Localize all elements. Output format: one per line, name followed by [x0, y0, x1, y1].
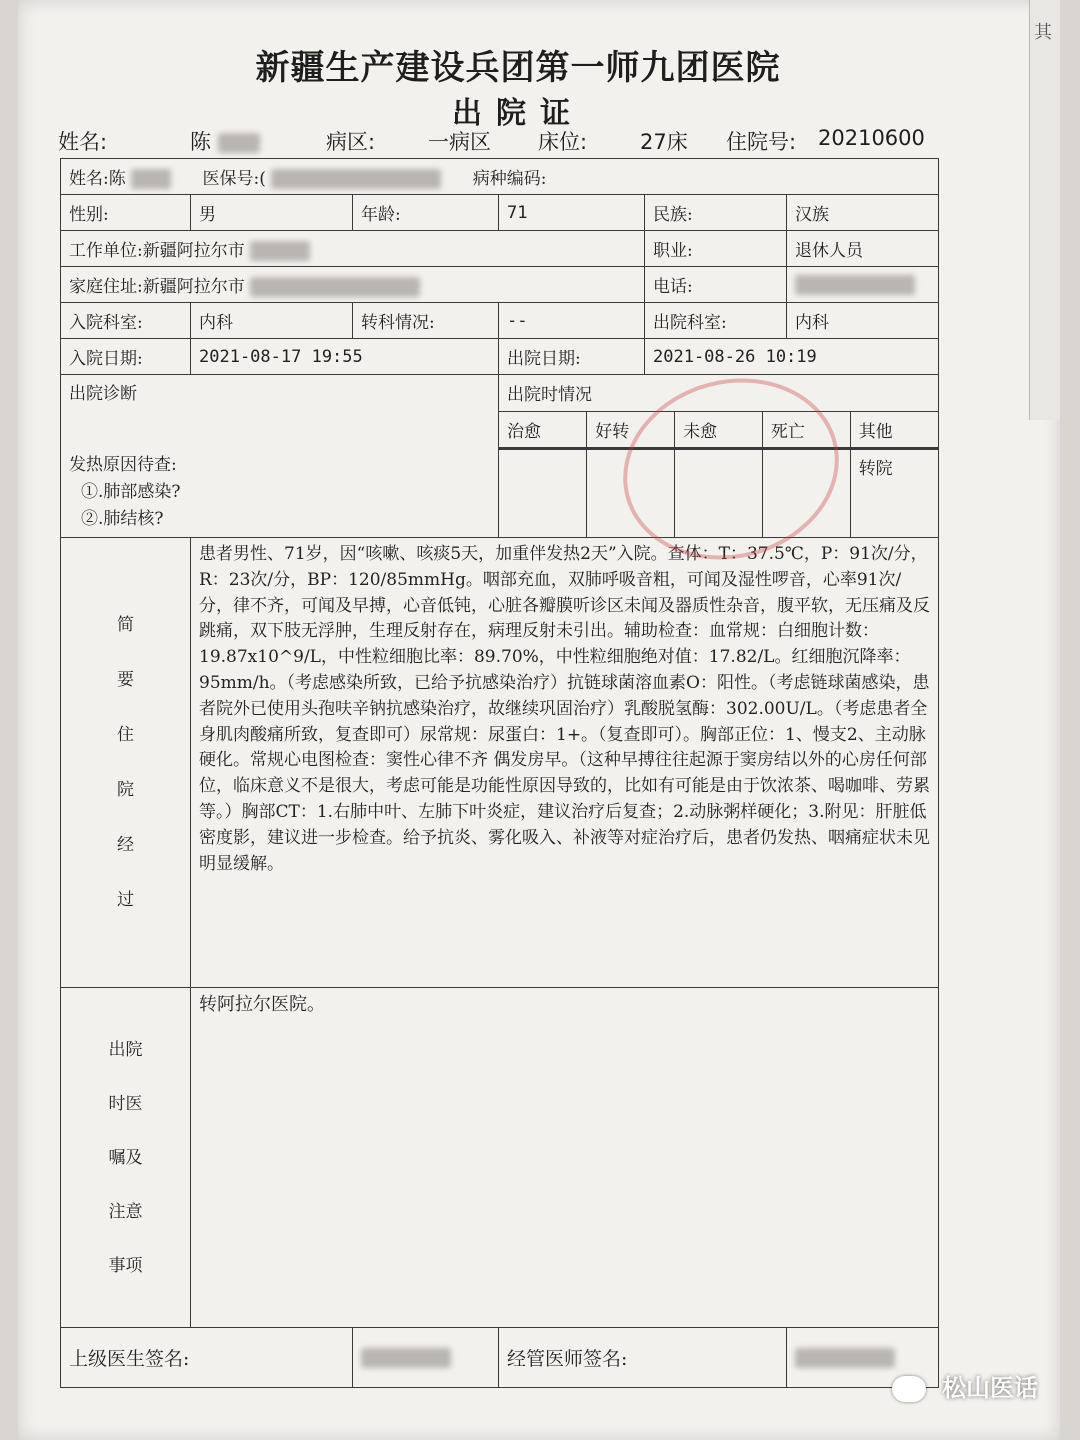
- outcome-label: 出院时情况: [499, 375, 939, 411]
- diagnosis-line-1: 发热原因待查:: [69, 455, 177, 475]
- work-cell: [61, 231, 645, 267]
- outcome-died: 死亡: [762, 411, 850, 447]
- redacted-block: [131, 169, 171, 189]
- header-bed-value: 27床: [640, 130, 688, 154]
- discharge-form-table: [60, 158, 939, 1388]
- form-row-departments: [61, 303, 939, 339]
- work-label: 工作单位:新疆阿拉尔市: [69, 240, 245, 261]
- edge-text: 其: [1034, 22, 1052, 43]
- redacted-block: [218, 133, 260, 153]
- phone-value: [787, 267, 939, 303]
- header-name-text: 陈: [190, 130, 211, 154]
- hospital-title: 新疆生产建设兵团第一师九团医院: [255, 48, 781, 88]
- diagnosis-line-3: ②.肺结核?: [81, 509, 164, 529]
- diagnosis-label: 出院诊断: [69, 384, 137, 404]
- in-date-value: 2021-08-17 19:55: [191, 339, 499, 375]
- outcome-other-value: 转院: [850, 449, 938, 537]
- redacted-block: [250, 277, 420, 297]
- advice-label: [61, 988, 191, 1328]
- outcome-not-cured: 未愈: [675, 411, 763, 447]
- form-row-course: [61, 538, 939, 988]
- address-label: 家庭住址:新疆阿拉尔市: [69, 276, 245, 297]
- in-date-label: 入院日期:: [61, 339, 191, 375]
- address-cell: [61, 267, 645, 303]
- ethnicity-value: 汉族: [787, 195, 939, 231]
- job-label: 职业:: [645, 231, 787, 267]
- adjacent-page-edge: [1029, 0, 1060, 420]
- advice-label-line: 注意: [108, 1201, 143, 1222]
- senior-signature-label: 上级医生签名:: [61, 1328, 353, 1388]
- form-row-demographics: [61, 195, 939, 231]
- transfer-value: --: [499, 303, 645, 339]
- gender-label: 性别:: [61, 195, 191, 231]
- redacted-block: [271, 169, 441, 189]
- gender-value: 男: [191, 195, 353, 231]
- header-name-label: 姓名:: [58, 130, 108, 154]
- phone-label: 电话:: [645, 267, 787, 303]
- header-admission-value: 20210600: [818, 126, 925, 150]
- header-bed-label: 床位:: [538, 130, 588, 154]
- watermark-text: 松山医话: [942, 1374, 1038, 1402]
- header-admission-label: 住院号:: [726, 130, 797, 154]
- course-char: 简: [117, 614, 134, 635]
- transfer-label: 转科情况:: [353, 303, 499, 339]
- course-narrative: 患者男性、71岁，因“咳嗽、咳痰5天，加重伴发热2天”入院。查体：T：37.5℃，P：91次/分，R：23次/分，BP：120/85mmHg。咽部充血，双肺呼吸音粗，可闻及湿性啰音，心率91次/分，律不齐，可闻及早搏，心音低钝，心脏各瓣膜听诊区未闻及器质性杂音，腹平软，无压痛及反跳痛，双下肢无浮肿，生理反射存在，病理反射未引出。辅助检查：血常规：白细胞计数：19.87x10^9/L，中性粒细胞比率：89.70%，中性粒细胞绝对值：17.82/L。红细胞沉降率：95mm/h。（考虑感染所致，已给予抗感染治疗）抗链球菌溶血素O：阳性。（考虑链球菌感染，患者院外已使用头孢呋辛钠抗感染治疗，故继续巩固治疗）乳酸脱氢酶：302.00U/L。（考虑患者全身肌肉酸痛所致，复查即可）尿常规：尿蛋白：1+。（复查即可）。胸部正位：1、慢支2、主动脉硬化。常规心电图检查：窦性心律不齐 偶发房早。（这种早搏往往起源于窦房结以外的心房任何部位，临床意义不是很大，考虑可能是功能性原因导致的，比如有可能是由于饮浓茶、喝咖啡、劳累等。）胸部CT：1.右肺中叶、左肺下叶炎症，建议治疗后复查；2.动脉粥样硬化；3.附见：肝脏低密度影，建议进一步检查。给予抗炎、雾化吸入、补液等对症治疗后，患者仍发热、咽痛症状未见明显缓解。: [191, 538, 939, 988]
- advice-text: 转阿拉尔医院。: [191, 988, 939, 1328]
- form-name-label: 姓名:陈: [69, 168, 126, 189]
- job-value: 退休人员: [787, 231, 939, 267]
- advice-label-line: 时医: [108, 1093, 143, 1114]
- course-char: 住: [117, 724, 134, 745]
- redacted-signature: [361, 1348, 451, 1368]
- out-dept-value: 内科: [787, 303, 939, 339]
- form-row-address: [61, 267, 939, 303]
- age-label: 年龄:: [353, 195, 499, 231]
- advice-label-line: 事项: [108, 1255, 143, 1276]
- identity-cell: [61, 159, 939, 195]
- senior-signature-area: [353, 1328, 499, 1388]
- course-char: 经: [117, 834, 134, 855]
- course-label: [61, 538, 191, 988]
- in-dept-value: 内科: [191, 303, 353, 339]
- insurance-label: 医保号:(: [202, 168, 266, 189]
- form-row-identity: [61, 159, 939, 195]
- out-date-label: 出院日期:: [499, 339, 645, 375]
- document-title: 出院证: [452, 96, 584, 131]
- redacted-block: [795, 275, 915, 295]
- course-char: 院: [117, 779, 134, 800]
- advice-label-line: 嘱及: [108, 1147, 143, 1168]
- diagnosis-line-2: ①.肺部感染?: [81, 482, 181, 502]
- outcome-improved: 好转: [587, 411, 675, 447]
- form-row-signatures: [61, 1328, 939, 1388]
- attending-signature-label: 经管医师签名:: [499, 1328, 787, 1388]
- redacted-signature: [795, 1348, 895, 1368]
- redacted-block: [250, 241, 310, 261]
- in-dept-label: 入院科室:: [61, 303, 191, 339]
- header-ward-value: 一病区: [428, 130, 491, 154]
- form-row-work: [61, 231, 939, 267]
- diagnosis-label-cell: [61, 375, 499, 449]
- form-row-dates: [61, 339, 939, 375]
- header-name-value: [190, 126, 260, 156]
- watermark: [892, 1368, 1038, 1403]
- course-char: 要: [117, 669, 134, 690]
- age-value: 71: [499, 195, 645, 231]
- advice-label-line: 出院: [108, 1039, 143, 1060]
- course-char: 过: [117, 889, 134, 910]
- out-dept-label: 出院科室:: [645, 303, 787, 339]
- outcome-other: 其他: [850, 411, 938, 447]
- wechat-icon: [892, 1376, 926, 1402]
- form-row-advice: [61, 988, 939, 1328]
- outcome-mark-1: [499, 449, 587, 537]
- disease-code-label: 病种编码:: [472, 168, 547, 189]
- header-ward-label: 病区:: [326, 130, 376, 154]
- out-date-value: 2021-08-26 10:19: [645, 339, 939, 375]
- ethnicity-label: 民族:: [645, 195, 787, 231]
- diagnosis-content: [61, 448, 499, 538]
- outcome-cured: 治愈: [499, 411, 587, 447]
